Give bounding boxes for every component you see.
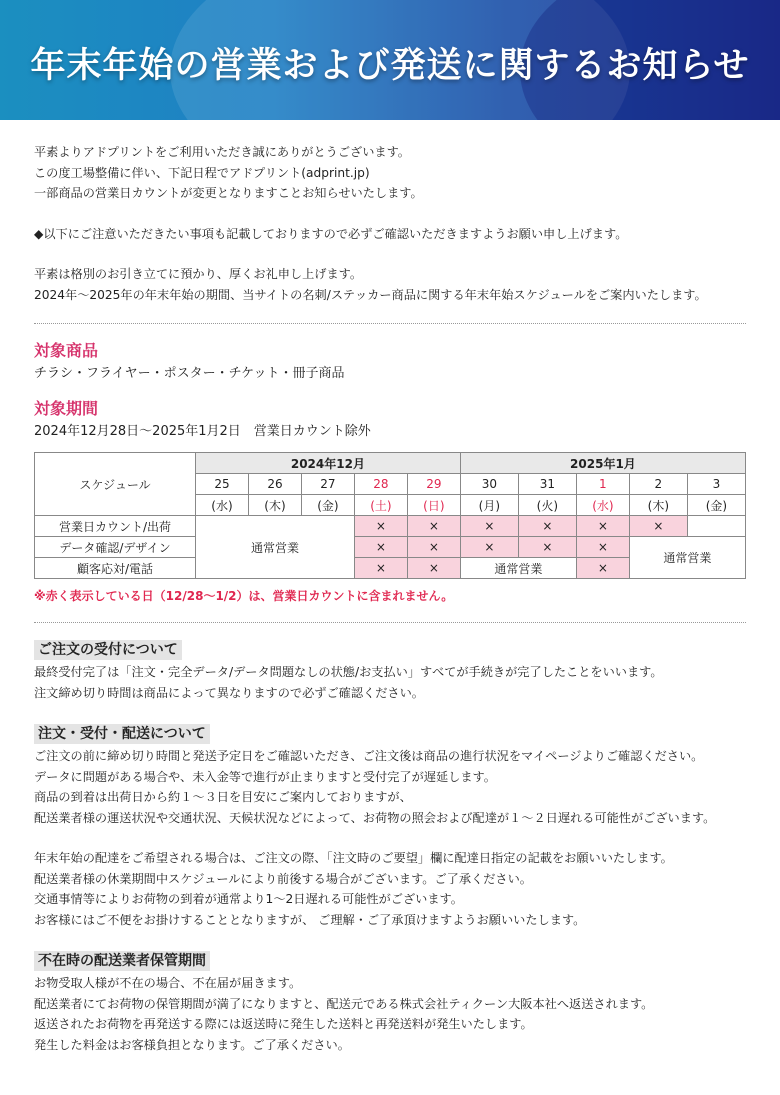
- products-title: 対象商品: [34, 341, 99, 360]
- delivery-line: 年末年始の配達をご希望される場合は、ご注文の際、「注文時のご要望」欄に配達日指定の記載をお願いいたします。: [34, 851, 673, 865]
- delivery-line: ご注文の前に締め切り時間と発送予定日をご確認いただき、ご注文後は商品の進行状況をマイページよりご確認ください。: [34, 749, 704, 763]
- month-header: 2025年1月: [460, 453, 745, 474]
- normal-business-cell: 通常営業: [629, 537, 745, 579]
- row-label: 顧客応対/電話: [35, 558, 196, 579]
- delivery-line: データに問題がある場合や、未入金等で進行が止まりますと受付完了が遅延します。: [34, 769, 496, 784]
- storage-line: 配送業者にてお荷物の保管期間が満了になりますと、配送元である株式会社ティクーン大阪本社へ返送されます。: [34, 996, 654, 1011]
- closed-cell: ×: [576, 516, 629, 537]
- day-cell: 31: [518, 474, 576, 495]
- storage-line: 発生した料金はお客様負担となります。ご了承ください。: [34, 1037, 350, 1052]
- closed-cell: ×: [460, 537, 518, 558]
- day-cell-holiday: 28: [354, 474, 407, 495]
- closed-cell: ×: [407, 537, 460, 558]
- weekday-cell: (火): [518, 495, 576, 516]
- period-text: 2024年12月28日～2025年1月2日 営業日カウント除外: [34, 424, 371, 439]
- normal-business-cell: 通常営業: [196, 516, 355, 579]
- intro-notice: ◆以下にご注意いただきたい事項も記載しておりますので必ずご確認いただきますようお願い申し上げます。: [34, 226, 628, 241]
- page-title: 年末年始の営業および発送に関するお知らせ: [30, 46, 750, 86]
- closed-cell: ×: [518, 516, 576, 537]
- row-label: 営業日カウント/出荷: [35, 516, 196, 537]
- closed-cell: ×: [576, 537, 629, 558]
- weekday-cell: (水): [196, 495, 249, 516]
- storage-title: 不在時の配送業者保管期間: [34, 951, 210, 971]
- row-label: データ確認/デザイン: [35, 537, 196, 558]
- storage-line: お物受取人様が不在の場合、不在届が届きます。: [34, 976, 302, 990]
- day-cell: 30: [460, 474, 518, 495]
- intro-section: [34, 142, 746, 305]
- storage-section: [34, 950, 746, 1055]
- schedule-note: ※赤く表示している日（12/28～1/2）は、営業日カウントに含まれません。: [34, 589, 454, 603]
- delivery-section: [34, 723, 746, 930]
- storage-line: 返送されたお荷物を再発送する際には返送時に発生した送料と再発送料が発生いたします。: [34, 1017, 533, 1031]
- day-cell-holiday: 1: [576, 474, 629, 495]
- day-cell: 26: [248, 474, 301, 495]
- intro-line: 平素よりアドプリントをご利用いただき誠にありがとうございます。: [34, 145, 410, 159]
- schedule-table: [34, 452, 746, 579]
- intro-line: 一部商品の営業日カウントが変更となりますことお知らせいたします。: [34, 186, 423, 200]
- closed-cell: ×: [518, 537, 576, 558]
- weekday-cell: (月): [460, 495, 518, 516]
- weekday-cell: (金): [301, 495, 354, 516]
- weekday-cell: (木): [248, 495, 301, 516]
- delivery-line: 配送業者様の休業期間中スケジュールにより前後する場合がございます。ご了承ください。: [34, 871, 532, 886]
- weekday-cell-holiday: (土): [354, 495, 407, 516]
- weekday-cell: (金): [687, 495, 745, 516]
- divider: [34, 323, 746, 324]
- intro-line: 平素は格別のお引き立てに預かり、厚くお礼申し上げます。: [34, 267, 363, 281]
- divider: [34, 622, 746, 623]
- period-title: 対象期間: [34, 399, 99, 418]
- day-cell: 25: [196, 474, 249, 495]
- orders-section: [34, 639, 746, 703]
- schedule-header-label: スケジュール: [35, 453, 196, 516]
- closed-cell: ×: [407, 516, 460, 537]
- orders-line: 注文締め切り時間は商品によって異なりますので必ずご確認ください。: [34, 685, 424, 700]
- header-banner: [0, 0, 780, 120]
- normal-business-cell: 通常営業: [460, 558, 576, 579]
- closed-cell: ×: [407, 558, 460, 579]
- main-content: [0, 120, 780, 1055]
- delivery-line: 商品の到着は出荷日から約１～３日を目安にご案内しておりますが、: [34, 790, 412, 804]
- month-header: 2024年12月: [196, 453, 461, 474]
- orders-title: ご注文の受付について: [34, 640, 182, 660]
- empty-cell: [687, 516, 745, 537]
- closed-cell: ×: [576, 558, 629, 579]
- delivery-line: 交通事情等によりお荷物の到着が通常より1～2日遅れる可能性がございます。: [34, 892, 463, 906]
- day-cell-holiday: 29: [407, 474, 460, 495]
- delivery-title: 注文・受付・配送について: [34, 724, 210, 744]
- delivery-line: お客様にはご不便をお掛けすることとなりますが、 ご理解・ご了承頂けますようお願いいたします。: [34, 912, 586, 927]
- weekday-cell-holiday: (水): [576, 495, 629, 516]
- products-text: チラシ・フライヤー・ポスター・チケット・冊子商品: [34, 366, 345, 381]
- delivery-line: 配送業者様の運送状況や交通状況、天候状況などによって、お荷物の照会および配達が１～２日遅れる可能性がございます。: [34, 810, 716, 825]
- day-cell: 3: [687, 474, 745, 495]
- closed-cell: ×: [354, 558, 407, 579]
- intro-line: 2024年～2025年の年末年始の期間、当サイトの名刺/ステッカー商品に関する年末年始スケジュールをご案内いたします。: [34, 287, 707, 302]
- day-cell: 2: [629, 474, 687, 495]
- intro-line: この度工場整備に伴い、下記日程でアドプリント(adprint.jp): [34, 165, 370, 180]
- closed-cell: ×: [460, 516, 518, 537]
- weekday-cell: (木): [629, 495, 687, 516]
- weekday-cell-holiday: (日): [407, 495, 460, 516]
- closed-cell: ×: [354, 516, 407, 537]
- closed-cell: ×: [629, 516, 687, 537]
- day-cell: 27: [301, 474, 354, 495]
- closed-cell: ×: [354, 537, 407, 558]
- orders-line: 最終受付完了は「注文・完全データ/データ問題なしの状態/お支払い」すべてが手続きが完了したことをいいます。: [34, 665, 663, 679]
